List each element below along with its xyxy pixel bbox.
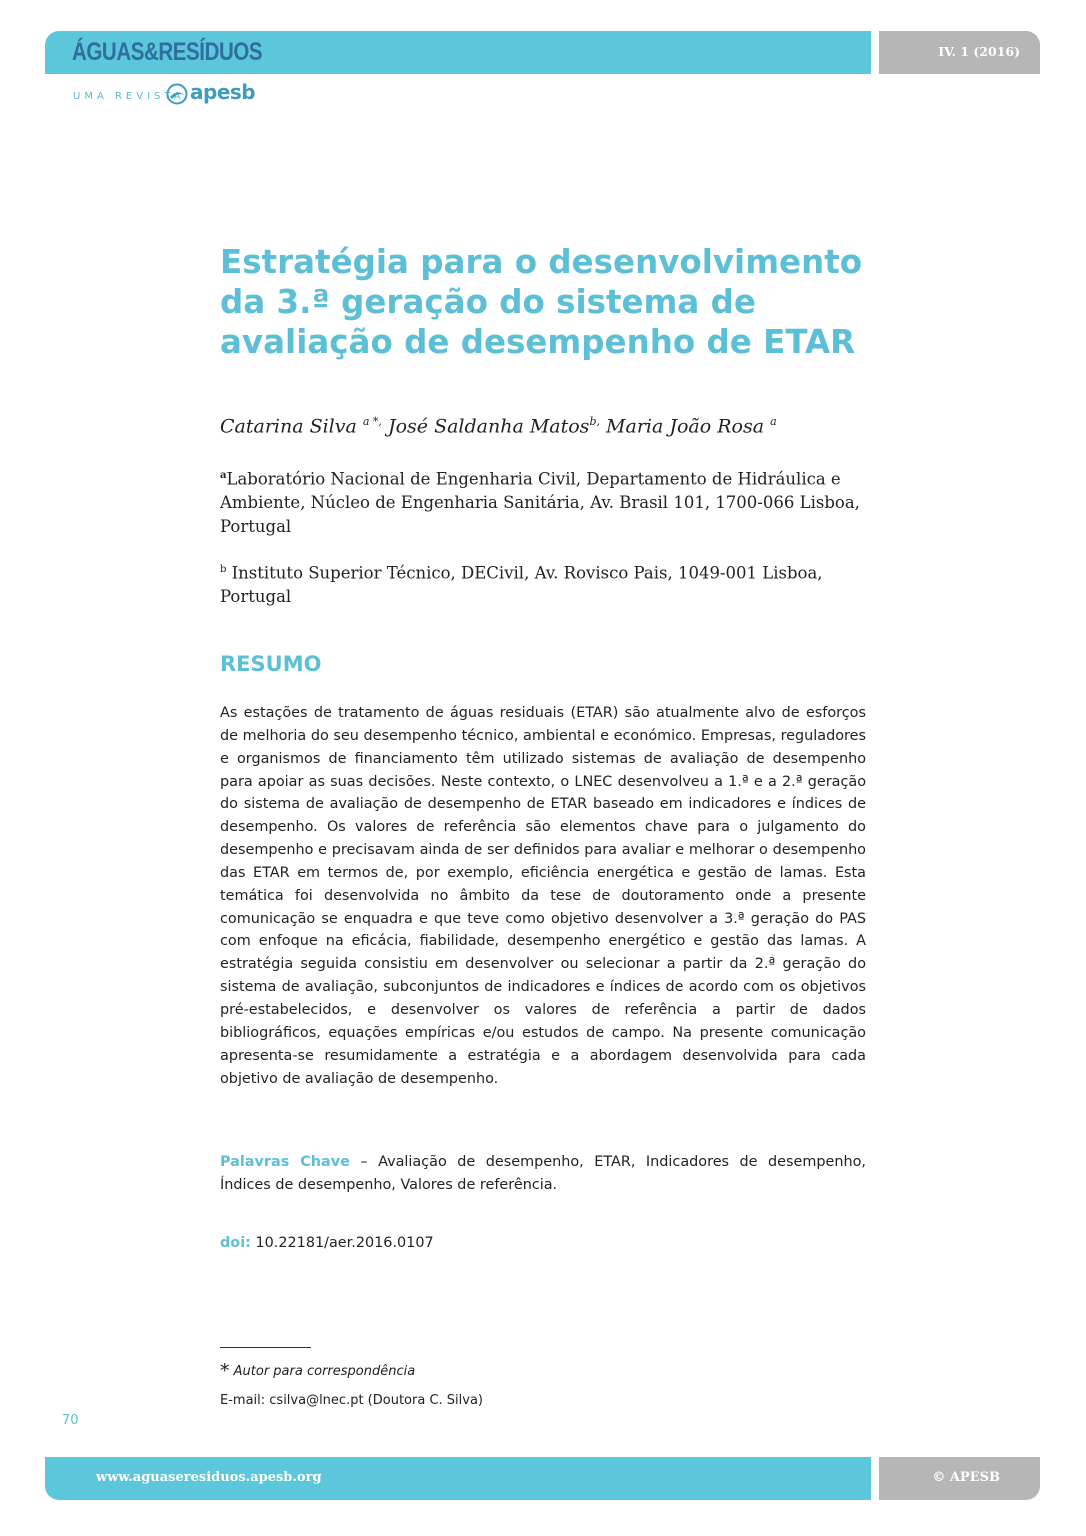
- author-affil-mark: a: [770, 415, 777, 428]
- page-number: 70: [62, 1413, 79, 1428]
- affiliation-b: [220, 558, 880, 609]
- author-name: Maria João Rosa: [606, 415, 765, 438]
- keywords-label: Palavras Chave: [220, 1154, 350, 1170]
- author-name: Catarina Silva: [220, 415, 357, 438]
- author-name: José Saldanha Matos: [387, 415, 590, 438]
- keywords-text: – Avaliação de desempenho, ETAR, Indicadores de desempenho, Índices de desempenho, Valores de referência.: [220, 1154, 867, 1193]
- footer-copyright-box: [879, 1457, 1040, 1500]
- issue-label: IV. 1 (2016): [938, 44, 1020, 59]
- author-affil-mark: b,: [589, 415, 600, 428]
- footnote-divider: [220, 1347, 311, 1348]
- doi: [220, 1235, 434, 1251]
- doi-label: doi:: [220, 1235, 251, 1251]
- affiliation-a: [220, 464, 880, 538]
- affiliation-text: Instituto Superior Técnico, DECivil, Av. Rovisco Pais, 1049-001 Lisboa, Portugal: [220, 563, 823, 606]
- affiliation-mark: a: [220, 470, 227, 481]
- affiliation-text: Laboratório Nacional de Engenharia Civil, Departamento de Hidráulica e Ambiente, Núcleo de Engenharia Sanitária, Av. Brasil 101, 1700-066 Lisboa, Portugal: [220, 469, 860, 536]
- footer-band: [45, 1457, 871, 1500]
- apesb-swirl-icon: [166, 83, 188, 105]
- article-title: Estratégia para o desenvolvimento da 3.ª geração do sistema de avaliação de desempenho de ETAR: [220, 243, 863, 361]
- footnote-email: E-mail: csilva@lnec.pt (Doutora C. Silva): [220, 1393, 484, 1408]
- issue-box: [879, 31, 1040, 74]
- author-list: [220, 415, 880, 437]
- apesb-logo: apesb: [190, 80, 256, 104]
- footer-url[interactable]: www.aguaseresiduos.apesb.org: [96, 1470, 322, 1485]
- footnote-corr-text: Autor para correspondência: [233, 1364, 416, 1379]
- footnote-star: *: [220, 1360, 230, 1382]
- author-affil-mark: a *,: [362, 415, 382, 428]
- doi-value[interactable]: 10.22181/aer.2016.0107: [250, 1235, 434, 1251]
- journal-logo: ÁGUAS&RESÍDUOS: [72, 38, 263, 66]
- footer-copyright: © APESB: [932, 1470, 1000, 1485]
- abstract-body: As estações de tratamento de águas residuais (ETAR) são atualmente alvo de esforços de melhoria do seu desempenho técnico, ambiental e económico. Empresas, reguladores e organismos de financiamento têm utilizado sistemas de avaliação de desempenho para apoiar as suas decisões. Neste contexto, o LNEC desenvolveu a 1.ª e a 2.ª geração do sistema de avaliação de desempenho de ETAR baseado em indicadores e índices de desempenho. Os valores de referência são elementos chave para o julgamento do desempenho e precisavam ainda de ser definidos para avaliar e melhorar o desempenho das ETAR em termos de, por exemplo, eficiência energética e gestão de lamas. Esta temática foi desenvolvida no âmbito da tese de doutoramento onde a presente comunicação se enquadra e que teve como objetivo desenvolver a 3.ª geração do PAS com enfoque na eficácia, fiabilidade, desempenho energético e gestão das lamas. A estratégia seguida consistiu em desenvolver ou selecionar a partir da 2.ª geração do sistema de avaliação, subconjuntos de indicadores e índices de acordo com os objetivos pré-estabelecidos, e desenvolver os valores de referência a partir de dados bibliográficos, equações empíricas e/ou estudos de campo. Na presente comunicação apresenta-se resumidamente a estratégia e a abordagem desenvolvida para cada objetivo de avaliação de desempenho.: [220, 705, 866, 1087]
- revista-label: UMA REVISTA: [73, 91, 185, 102]
- affiliation-mark: b: [220, 564, 227, 575]
- footnote-correspondence: [220, 1360, 415, 1382]
- keywords: [220, 1151, 866, 1197]
- abstract-heading: RESUMO: [220, 652, 322, 676]
